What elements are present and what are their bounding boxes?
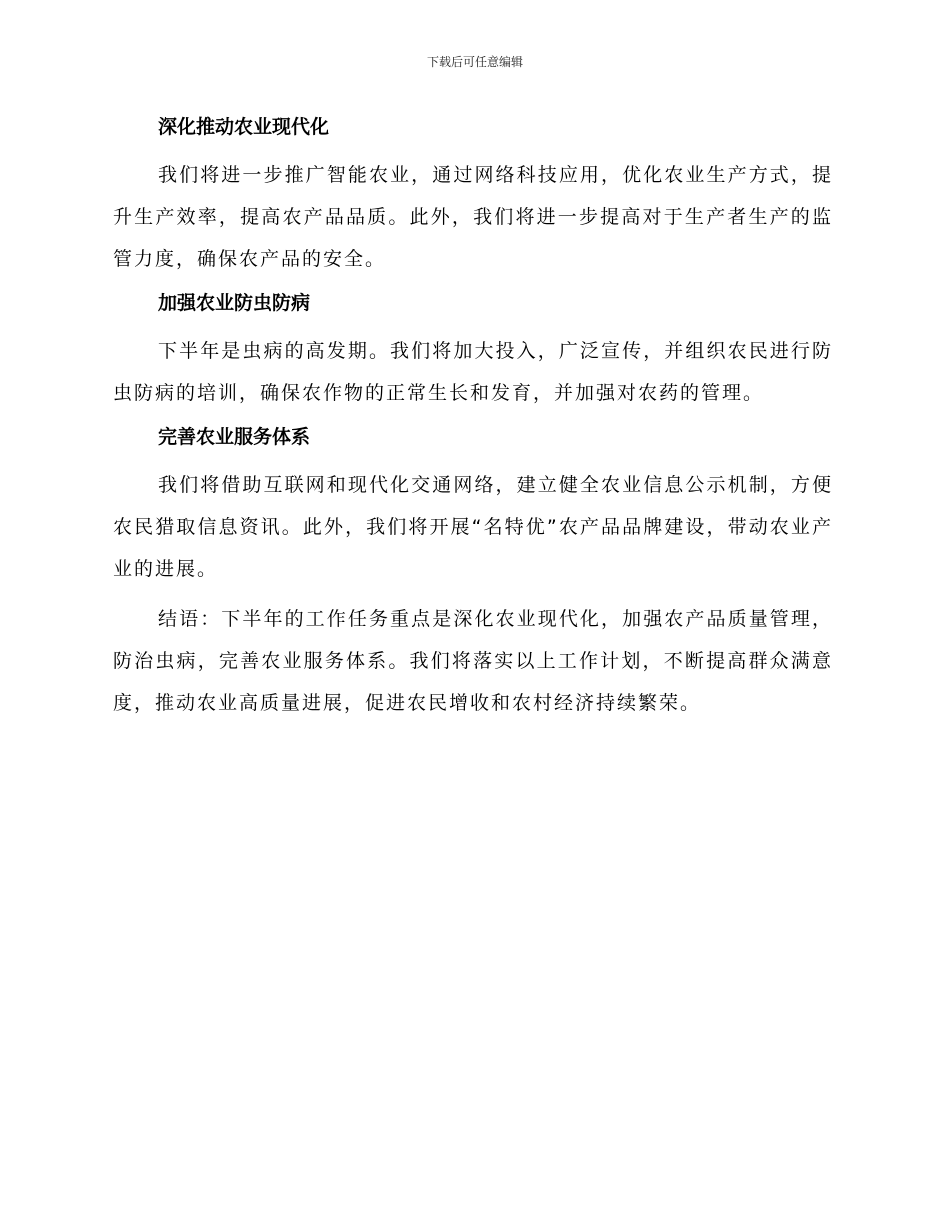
page-header-note: 下载后可任意编辑 [426,55,523,69]
conclusion-paragraph: 结语：下半年的工作任务重点是深化农业现代化，加强农产品质量管理，防治虫病，完善农业服务体系。我们将落实以上工作计划，不断提高群众满意度，推动农业高质量进展，促进农民增收和农村经济持续繁荣。 [113,608,833,714]
section-pest-control [113,288,833,414]
section-heading: 完善农业服务体系 [158,426,311,448]
section-service-system [113,422,833,590]
section-paragraph: 我们将借助互联网和现代化交通网络，建立健全农业信息公示机制，方便农民猎取信息资讯。此外，我们将开展“名特优”农产品品牌建设，带动农业产业的进展。 [113,474,833,580]
document-body [113,112,833,732]
section-heading: 加强农业防虫防病 [158,292,311,314]
section-paragraph: 下半年是虫病的高发期。我们将加大投入，广泛宣传，并组织农民进行防虫防病的培训，确保农作物的正常生长和发育，并加强对农药的管理。 [113,340,833,404]
section-heading: 深化推动农业现代化 [158,116,330,138]
section-paragraph: 我们将进一步推广智能农业，通过网络科技应用，优化农业生产方式，提升生产效率，提高农产品品质。此外，我们将进一步提高对于生产者生产的监管力度，确保农产品的安全。 [113,164,833,270]
section-modernization [113,112,833,280]
